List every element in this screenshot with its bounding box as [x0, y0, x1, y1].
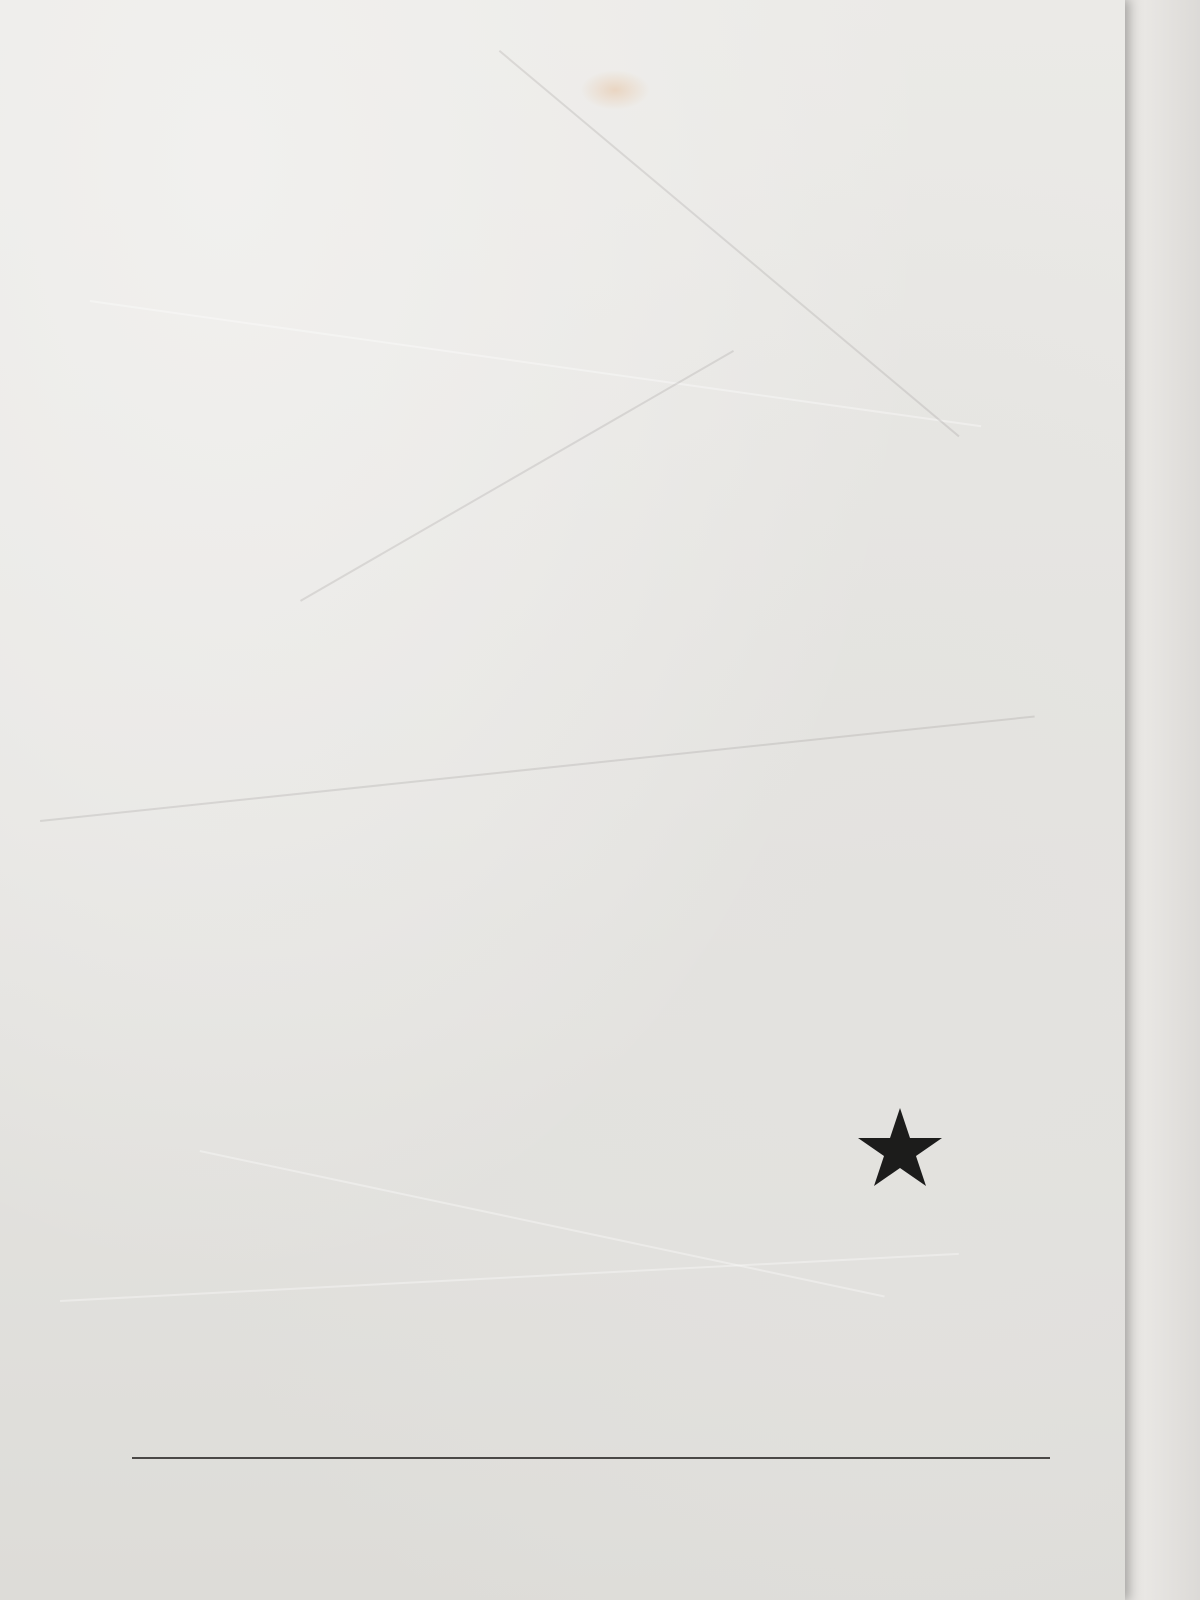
- text-line: [170, 121, 1070, 155]
- text-line: [170, 862, 1070, 896]
- text-line: [170, 634, 1070, 668]
- text-line: [170, 748, 1070, 782]
- text-line: [170, 406, 1070, 440]
- text-line: [170, 64, 1070, 98]
- text-line: [170, 178, 1070, 212]
- text-line: [170, 235, 1070, 269]
- official-seal: [770, 1020, 1030, 1280]
- text-line: [170, 349, 1070, 383]
- text-line: [170, 976, 1070, 1010]
- footer-rule: [132, 1457, 1050, 1459]
- text-line: [170, 520, 1070, 554]
- text-line: [170, 919, 1070, 953]
- text-line: [170, 292, 1070, 326]
- text-line: [170, 577, 1070, 611]
- official-seal-graphic: [770, 1020, 1030, 1280]
- text-line: [170, 691, 1070, 725]
- text-line: [170, 463, 1070, 497]
- text-line: [170, 805, 1070, 839]
